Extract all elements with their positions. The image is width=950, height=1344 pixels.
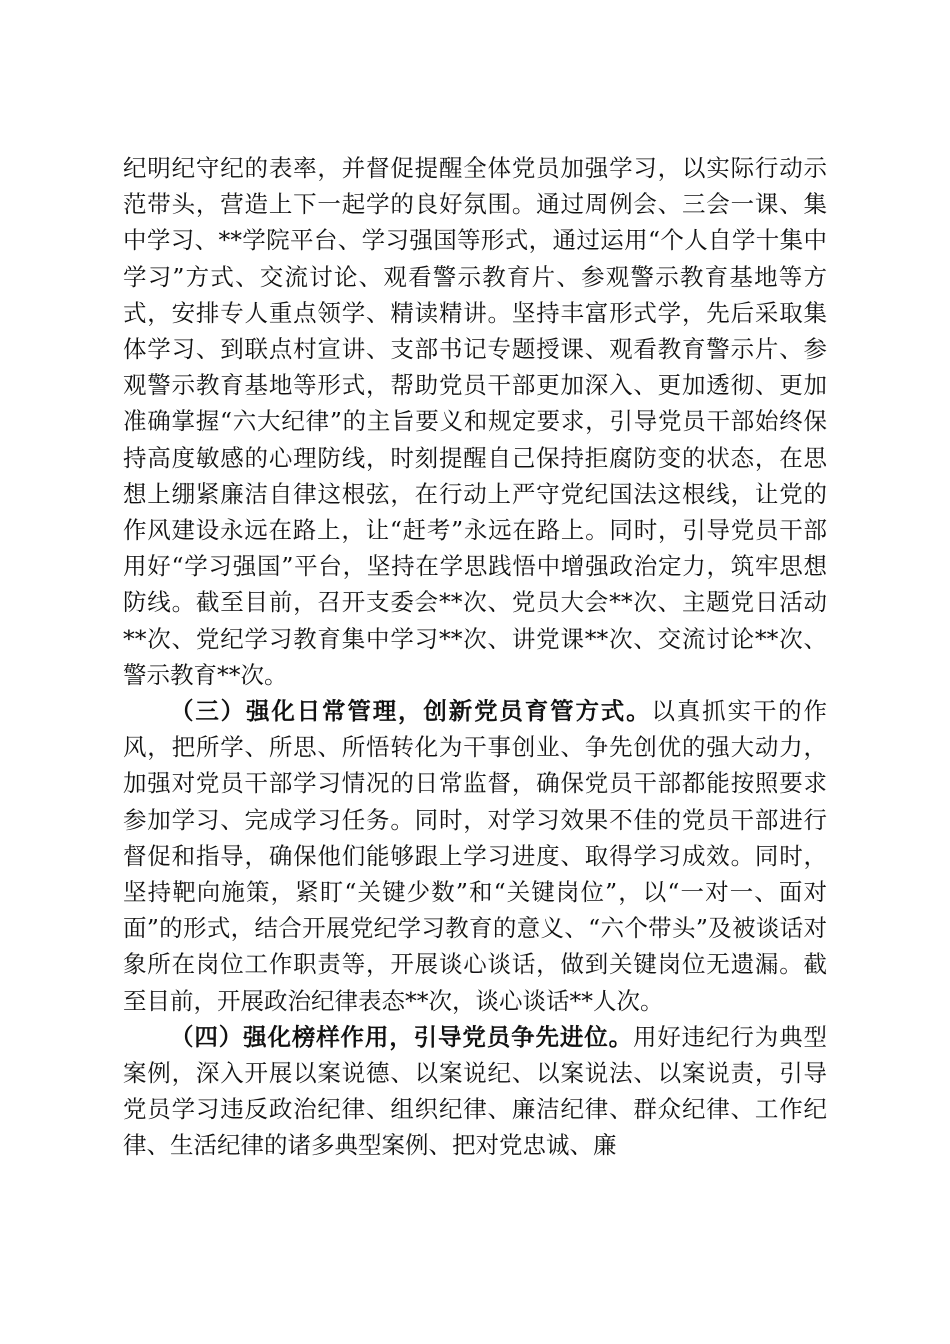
section-4-paragraph [123, 1019, 827, 1164]
paragraph-continued: 纪明纪守纪的表率，并督促提醒全体党员加强学习，以实际行动示范带头，营造上下一起学的良好氛围。通过周例会、三会一课、集中学习、**学院平台、学习强国等形式，通过运用“个人自学十集中学习”方式、交流讨论、观看警示教育片、参观警示教育基地等方式，安排专人重点领学、精读精讲。坚持丰富形式学，先后采取集体学习、到联点村宣讲、支部书记专题授课、观看教育警示片、参观警示教育基地等形式，帮助党员干部更加深入、更加透彻、更加准确掌握“六大纪律”的主旨要义和规定要求，引导党员干部始终保持高度敏感的心理防线，时刻提醒自己保持拒腐防变的状态，在思想上绷紧廉洁自律这根弦，在行动上严守党纪国法这根线，让党的作风建设永远在路上，让“赶考”永远在路上。同时，引导党员干部用好“学习强国”平台，坚持在学思践悟中增强政治定力，筑牢思想防线。截至目前，召开支委会**次、党员大会**次、主题党日活动**次、党纪学习教育集中学习**次、讲党课**次、交流讨论**次、警示教育**次。 [123, 154, 827, 689]
section-4-body: 用好违纪行为典型案例，深入开展以案说德、以案说纪、以案说法、以案说责，引导党员学习违反政治纪律、组织纪律、廉洁纪律、群众纪律、工作纪律、生活纪律的诸多典型案例、把对党忠诚、廉 [123, 1022, 828, 1160]
section-3-body: 以真抓实干的作风，把所学、所思、所悟转化为干事创业、争先创优的强大动力，加强对党员干部学习情况的日常监督，确保党员干部都能按照要求参加学习、完成学习任务。同时，对学习效果不佳的党员干部进行督促和指导，确保他们能够跟上学习进度、取得学习成效。同时，坚持靶向施策，紧盯“关键少数”和“关键岗位”，以“一对一、面对面”的形式，结合开展党纪学习教育的意义、“六个带头”及被谈话对象所在岗位工作职责等，开展谈心谈话，做到关键岗位无遗漏。截至目前，开展政治纪律表态**次，谈心谈话**人次。 [123, 697, 828, 1015]
document-body [123, 150, 827, 1164]
section-3-heading: （三）强化日常管理，创新党员育管方式。 [170, 697, 652, 726]
section-4-heading: （四）强化榜样作用，引导党员争先进位。 [170, 1022, 633, 1051]
section-3-paragraph [123, 693, 827, 1019]
